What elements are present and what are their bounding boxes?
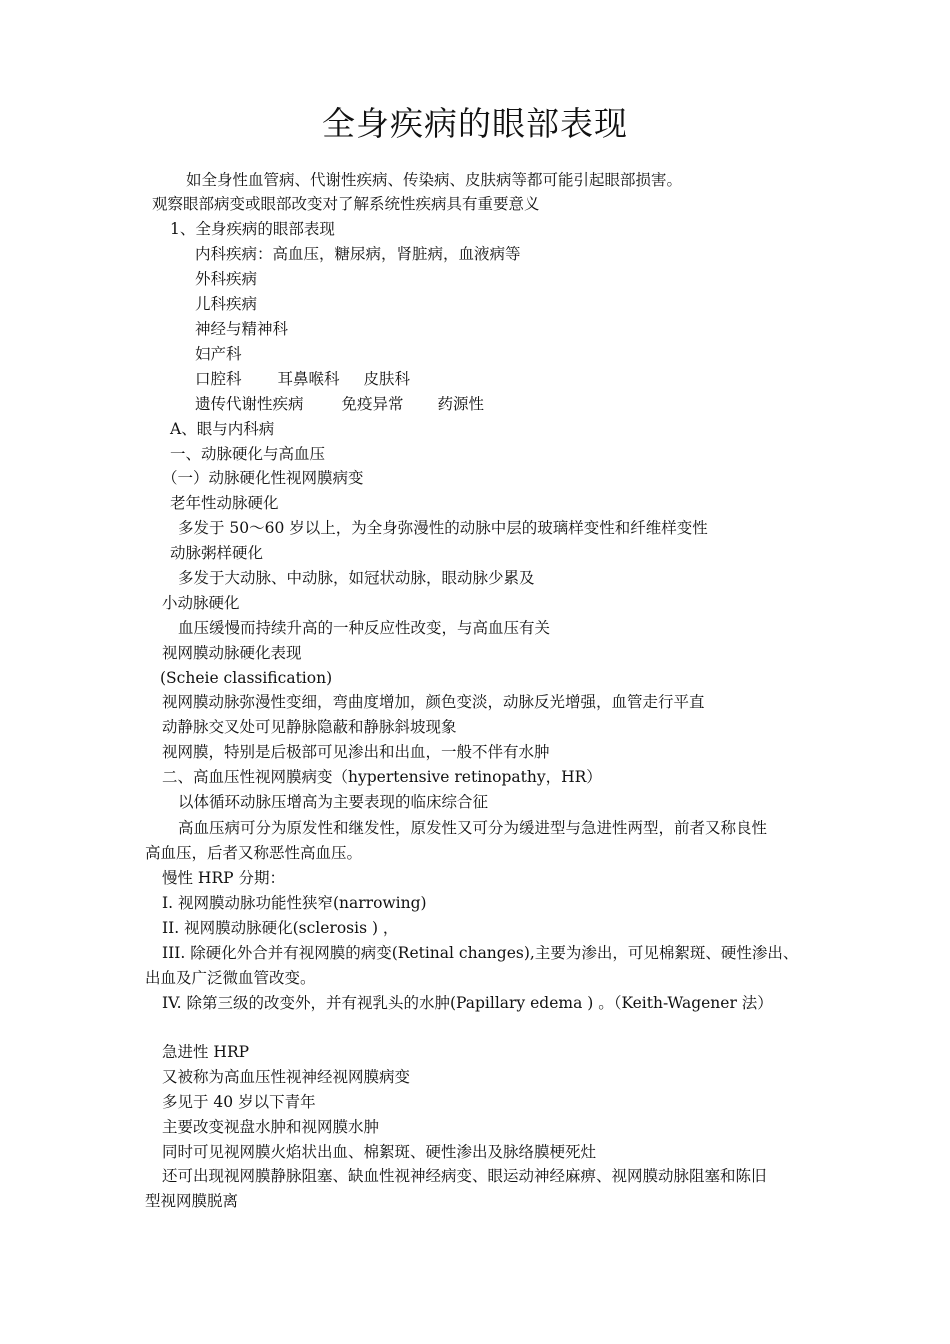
section-heading: 一、动脉硬化与高血压 — [170, 445, 326, 463]
intro-line-2: 观察眼部病变或眼部改变对了解系统性疾病具有重要意义 — [152, 195, 540, 213]
paragraph-text: 高血压病可分为原发性和继发性，原发性又可分为缓进型与急进性两型，前者又称良性 — [178, 819, 768, 837]
list-item: 主要改变视盘水肿和视网膜水肿 — [162, 1118, 380, 1136]
outline-heading: 1、全身疾病的眼部表现 — [170, 220, 335, 238]
outline-row-specialties — [195, 368, 410, 390]
outline-item: 免疫异常 — [341, 395, 404, 413]
list-item: 动静脉交叉处可见静脉隐蔽和静脉斜坡现象 — [162, 718, 457, 736]
paragraph-heading: 急进性 HRP — [162, 1043, 250, 1061]
subsection-heading: （一）动脉硬化性视网膜病变 — [162, 469, 364, 487]
paragraph-heading: 老年性动脉硬化 — [170, 494, 279, 512]
list-item: 视网膜，特别是后极部可见渗出和出血，一般不伴有水肿 — [162, 743, 550, 761]
outline-row-other — [195, 393, 484, 415]
outline-item: 耳鼻喉科 — [277, 370, 340, 388]
paragraph-heading: 动脉粥样硬化 — [170, 544, 264, 562]
paragraph-text: 高血压，后者又称恶性高血压。 — [145, 844, 363, 862]
outline-item: 药源性 — [437, 395, 485, 413]
classification-label: (Scheie classification) — [160, 669, 333, 687]
list-item: 多见于 40 岁以下青年 — [162, 1093, 316, 1111]
list-item: 还可出现视网膜静脉阻塞、缺血性视神经病变、眼运动神经麻痹、视网膜动脉阻塞和陈旧 — [162, 1167, 767, 1185]
list-item-continued: 型视网膜脱离 — [145, 1192, 239, 1210]
stage-item: II. 视网膜动脉硬化(sclerosis ) ， — [162, 919, 399, 937]
outline-item: 妇产科 — [195, 345, 242, 363]
outline-item: 遗传代谢性疾病 — [195, 395, 304, 413]
stage-item: I. 视网膜动脉功能性狭窄(narrowing) — [162, 894, 427, 912]
list-item: 又被称为高血压性视神经视网膜病变 — [162, 1068, 411, 1086]
stage-item: III. 除硬化外合并有视网膜的病变(Retinal changes),主要为渗出，可见棉絮斑、硬性渗出、 — [162, 944, 799, 962]
paragraph-text: 多发于 50～60 岁以上，为全身弥漫性的动脉中层的玻璃样变性和纤维样变性 — [178, 519, 708, 537]
paragraph-text: 血压缓慢而持续升高的一种反应性改变，与高血压有关 — [178, 619, 551, 637]
paragraph-heading: 小动脉硬化 — [162, 594, 240, 612]
outline-item: 口腔科 — [195, 370, 242, 388]
stage-item: IV. 除第三级的改变外，并有视乳头的水肿(Papillary edema ) 。（Keith-Wagener 法） — [162, 994, 773, 1012]
outline-item: 儿科疾病 — [195, 295, 258, 313]
page-title: 全身疾病的眼部表现 — [322, 104, 628, 143]
list-item: 视网膜动脉弥漫性变细，弯曲度增加，颜色变淡，动脉反光增强，血管走行平直 — [162, 693, 705, 711]
stage-item-continued: 出血及广泛微血管改变。 — [145, 969, 316, 987]
paragraph-text: 多发于大动脉、中动脉，如冠状动脉，眼动脉少累及 — [178, 569, 535, 587]
list-item: 同时可见视网膜火焰状出血、棉絮斑、硬性渗出及脉络膜梗死灶 — [162, 1143, 597, 1161]
paragraph-heading: 慢性 HRP 分期： — [162, 869, 285, 887]
paragraph-text: 以体循环动脉压增高为主要表现的临床综合征 — [178, 793, 489, 811]
outline-item: 神经与精神科 — [195, 320, 289, 338]
outline-item: 内科疾病：高血压，糖尿病，肾脏病，血液病等 — [195, 245, 521, 263]
intro-line-1: 如全身性血管病、代谢性疾病、传染病、皮肤病等都可能引起眼部损害。 — [186, 171, 683, 189]
section-heading: 二、高血压性视网膜病变（hypertensive retinopathy，HR） — [162, 768, 602, 786]
outline-item: 皮肤科 — [363, 370, 411, 388]
outline-item: 外科疾病 — [195, 270, 258, 288]
paragraph-heading: 视网膜动脉硬化表现 — [162, 644, 302, 662]
section-heading: A、眼与内科病 — [170, 420, 275, 438]
